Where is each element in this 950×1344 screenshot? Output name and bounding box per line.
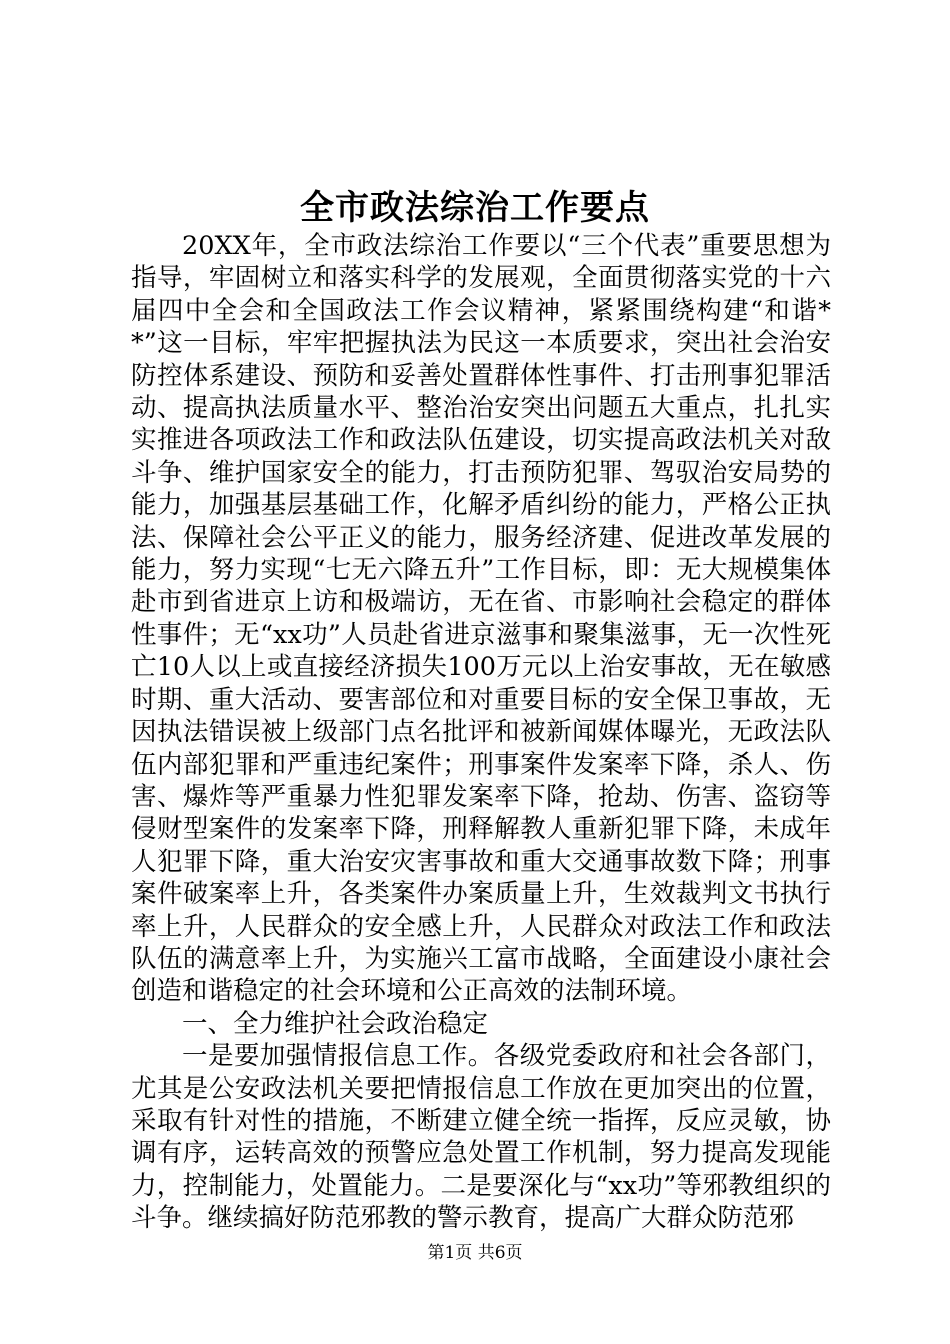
document-body (131, 230, 831, 1235)
body-paragraph: 20XX年，全市政法综治工作要以“三个代表”重要思想为指导，牢固树立和落实科学的发展观，全面贯彻落实党的十六届四中全会和全国政法工作会议精神，紧紧围绕构建“和谐**”这一目标，牢牢把握执法为民这一本质要求，突出社会治安防控体系建设、预防和妥善处置群体性事件、打击刑事犯罪活动、提高执法质量水平、整治治安突出问题五大重点，扎扎实实推进各项政法工作和政法队伍建设，切实提高政法机关对敌斗争、维护国家安全的能力，打击预防犯罪、驾驭治安局势的能力，加强基层基础工作，化解矛盾纠纷的能力，严格公正执法、保障社会公平正义的能力，服务经济建、促进改革发展的能力，努力实现“七无六降五升”工作目标，即：无大规模集体赴市到省进京上访和极端访，无在省、市影响社会稳定的群体性事件；无“xx功”人员赴省进京滋事和聚集滋事，无一次性死亡10人以上或直接经济损失100万元以上治安事故，无在敏感时期、重大活动、要害部位和对重要目标的安全保卫事故，无因执法错误被上级部门点名批评和被新闻媒体曝光，无政法队伍内部犯罪和严重违纪案件；刑事案件发案率下降，杀人、伤害、爆炸等严重暴力性犯罪发案率下降，抢劫、伤害、盗窃等侵财型案件的发案率下降，刑释解教人重新犯罪下降，未成年人犯罪下降，重大治安灾害事故和重大交通事故数下降；刑事案件破案率上升，各类案件办案质量上升，生效裁判文书执行率上升，人民群众的安全感上升，人民群众对政法工作和政法队伍的满意率上升，为实施兴工富市战略，全面建设小康社会创造和谐稳定的社会环境和公正高效的法制环境。 (131, 231, 831, 1007)
document-title: 全市政法综治工作要点 (300, 188, 650, 228)
page-footer: 第1页 共6页 (427, 1243, 523, 1263)
body-paragraph: 一是要加强情报信息工作。各级党委政府和社会各部门，尤其是公安政法机关要把情报信息工作放在更加突出的位置，采取有针对性的措施，不断建立健全统一指挥，反应灵敏，协调有序，运转高效的预警应急处置工作机制，努力提高发现能力，控制能力，处置能力。二是要深化与“xx功”等邪教组织的斗争。继续搞好防范邪教的警示教育，提高广大群众防范邪 (131, 1041, 831, 1234)
section-heading: 一、全力维护社会政治稳定 (182, 1008, 489, 1039)
